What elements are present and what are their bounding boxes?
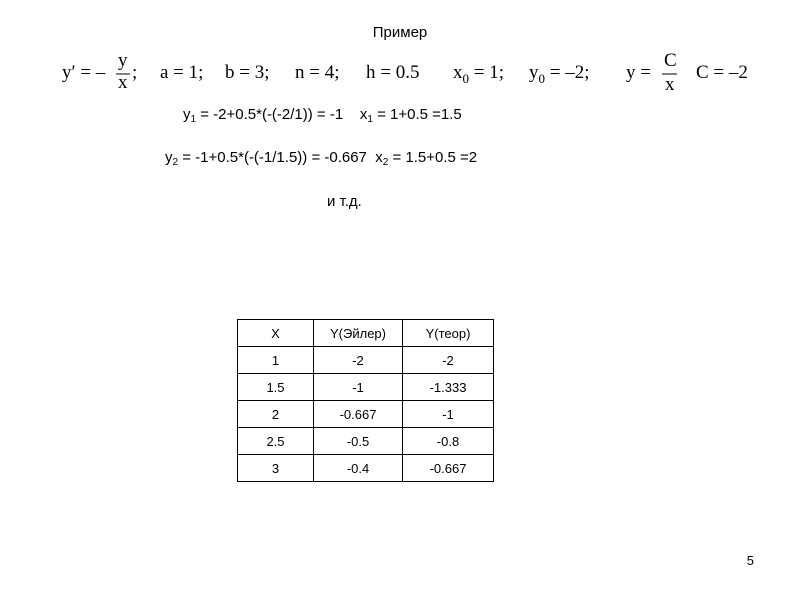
fraction-denominator: x <box>118 72 128 93</box>
cell-y-euler: -0.4 <box>314 455 403 482</box>
cell-y-theory: -0.667 <box>403 455 494 482</box>
solution-numerator: C <box>664 50 677 71</box>
param-b: b = 3; <box>225 62 270 83</box>
param-y0: $y_0 = -2$; <box>529 62 590 86</box>
table-row <box>238 347 494 374</box>
param-n: n = 4; <box>295 62 340 83</box>
solution-denominator: x <box>665 74 675 95</box>
step-1: $y_1 = -2+0.5*(-(-2/1)) = -1$ $x_1 = 1+0.5 =1.5$ <box>183 106 462 125</box>
cell-x: 2.5 <box>238 428 314 455</box>
header-y-theory: Y(теор) <box>403 320 494 347</box>
param-x0: $x_0 = 1$; <box>453 62 504 86</box>
header-x: X <box>238 320 314 347</box>
cell-x: 3 <box>238 455 314 482</box>
header-y-euler: Y(Эйлер) <box>314 320 403 347</box>
cell-y-euler: -0.5 <box>314 428 403 455</box>
slide-title: Пример <box>372 24 428 41</box>
cell-y-euler: -2 <box>314 347 403 374</box>
cell-y-euler: -1 <box>314 374 403 401</box>
param-c: C = –2 <box>696 62 748 83</box>
cell-x: 2 <box>238 401 314 428</box>
separator: ; <box>132 62 138 83</box>
table-header-row <box>238 320 494 347</box>
page-number: 5 <box>746 553 754 568</box>
etc-text: и т.д. <box>327 193 362 210</box>
fraction-bars <box>62 50 782 100</box>
param-h: h = 0.5 <box>366 62 420 83</box>
problem-formula <box>62 50 782 100</box>
cell-x: 1.5 <box>238 374 314 401</box>
fraction-numerator: y <box>118 50 128 71</box>
step-2: $y_2 = -1+0.5*(-(-1/1.5)) = -0.667$ $x_2 = 1.5+0.5 =2$ <box>165 149 478 168</box>
table-row <box>238 455 494 482</box>
derivative-lhs: y′ = – <box>62 62 106 83</box>
cell-y-theory: -0.8 <box>403 428 494 455</box>
param-a: a = 1; <box>160 62 204 83</box>
table-row <box>238 374 494 401</box>
results-table <box>237 319 494 482</box>
cell-y-theory: -1 <box>403 401 494 428</box>
solution-lhs: y = <box>626 62 651 83</box>
table-row <box>238 428 494 455</box>
cell-x: 1 <box>238 347 314 374</box>
table-row <box>238 401 494 428</box>
cell-y-euler: -0.667 <box>314 401 403 428</box>
cell-y-theory: -1.333 <box>403 374 494 401</box>
cell-y-theory: -2 <box>403 347 494 374</box>
